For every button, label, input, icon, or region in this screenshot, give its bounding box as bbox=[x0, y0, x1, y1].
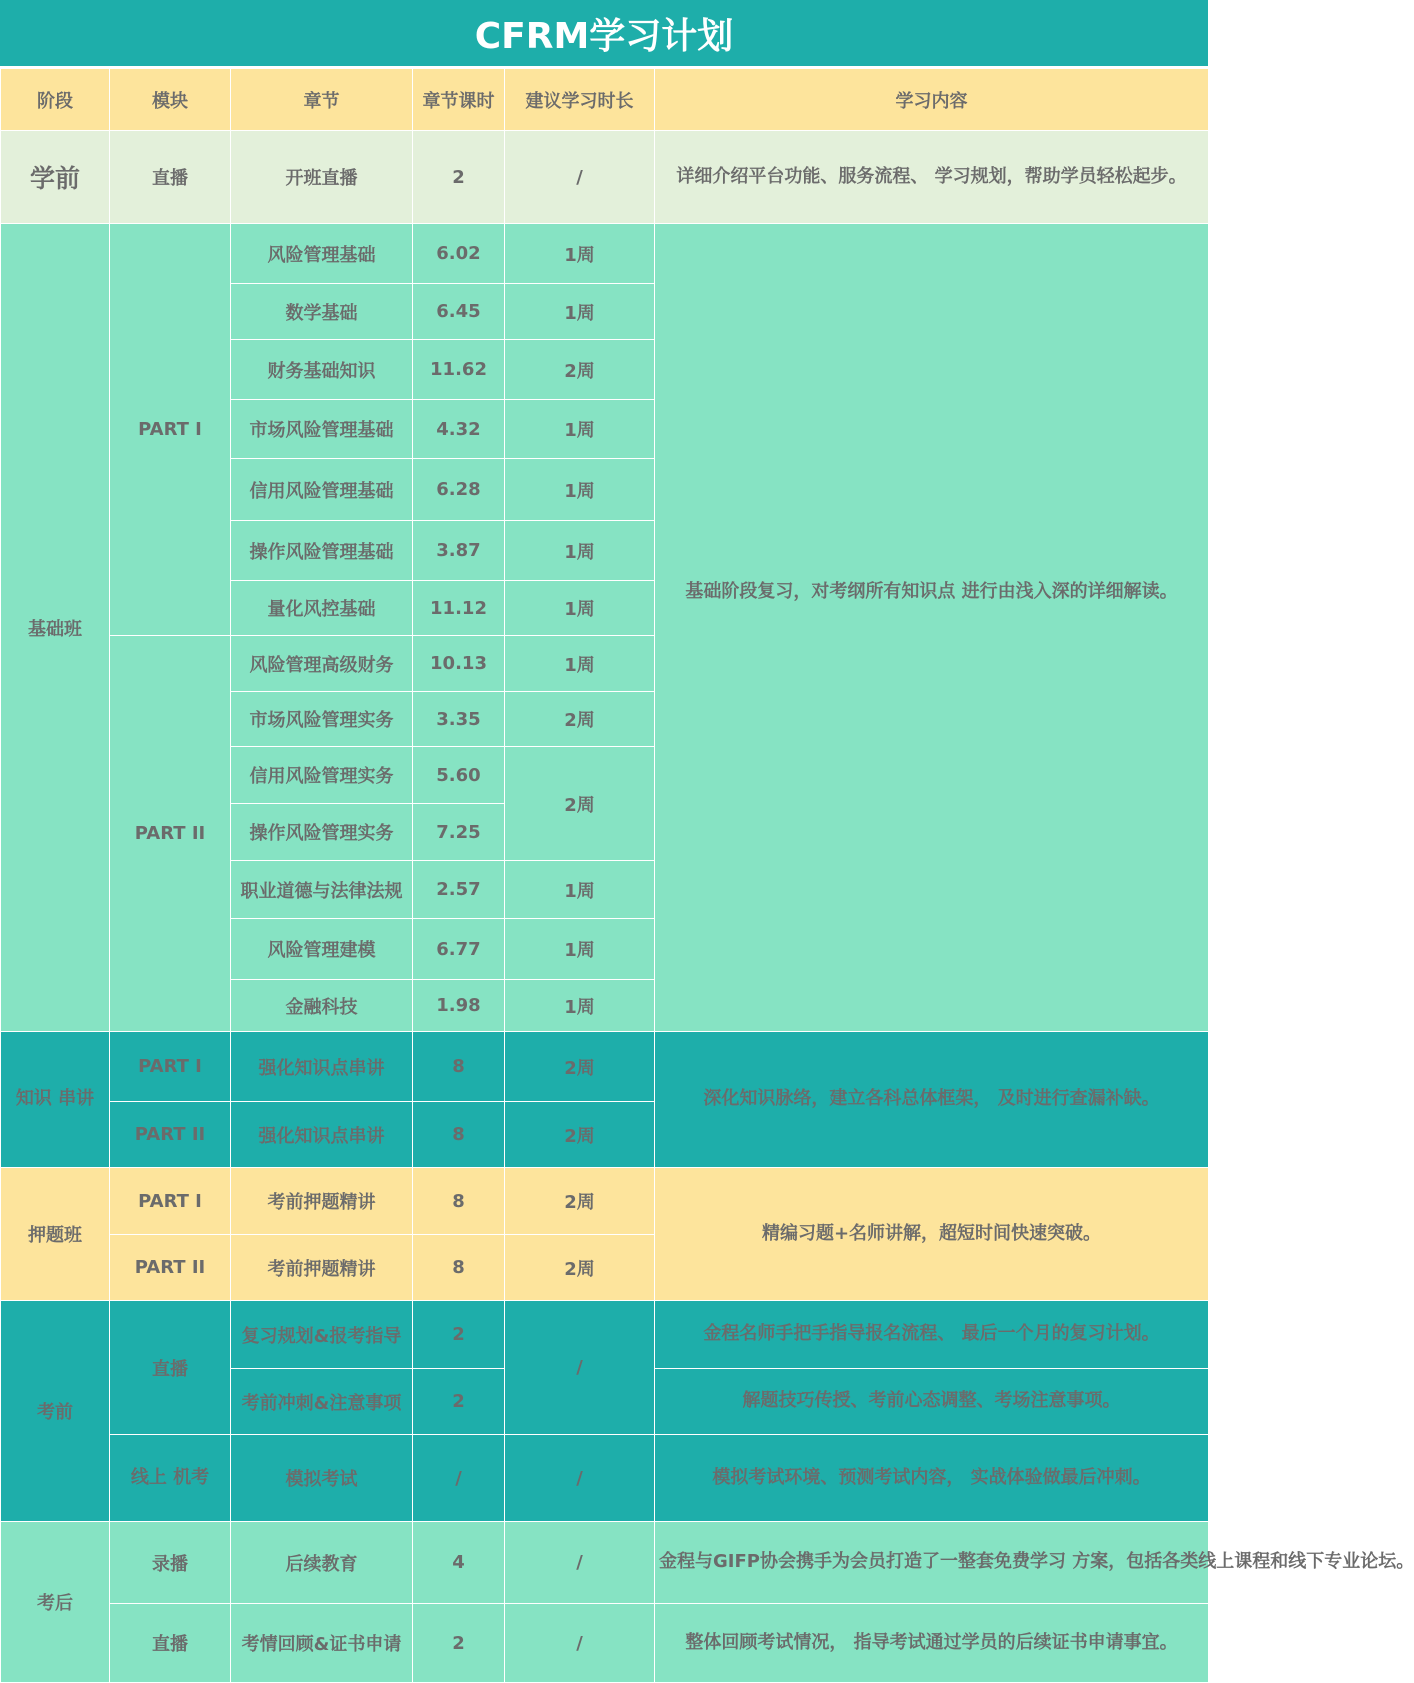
duration-cell: 2周 bbox=[505, 1102, 655, 1168]
module-cell: PART I bbox=[110, 1168, 231, 1235]
chapter-cell: 考情回顾&证书申请 bbox=[231, 1604, 413, 1683]
hours-cell: 3.35 bbox=[413, 692, 505, 747]
duration-cell: 1周 bbox=[505, 861, 655, 919]
duration-cell: / bbox=[505, 1301, 655, 1435]
page-title: CFRM学习计划 bbox=[0, 0, 1208, 68]
pre-study-row bbox=[1, 131, 1209, 224]
content-cell: 整体回顾考试情况， 指导考试通过学员的后续证书申请事宜。 bbox=[655, 1604, 1209, 1683]
header-row bbox=[1, 69, 1209, 131]
table-row bbox=[1, 1168, 1209, 1235]
hours-cell: 6.45 bbox=[413, 284, 505, 340]
hours-cell: 6.77 bbox=[413, 919, 505, 980]
content-cell: 解题技巧传授、考前心态调整、考场注意事项。 bbox=[655, 1369, 1209, 1435]
chapter-cell: 模拟考试 bbox=[231, 1435, 413, 1522]
duration-cell: 1周 bbox=[505, 980, 655, 1032]
module-cell: PART II bbox=[110, 636, 231, 1032]
table-row bbox=[1, 224, 1209, 284]
chapter-cell: 财务基础知识 bbox=[231, 340, 413, 400]
duration-cell: 2周 bbox=[505, 747, 655, 861]
header-hours: 章节课时 bbox=[413, 69, 505, 131]
hours-cell: 7.25 bbox=[413, 804, 505, 861]
hours-cell: 5.60 bbox=[413, 747, 505, 804]
stage-cell: 基础班 bbox=[1, 224, 110, 1032]
table-row bbox=[1, 1032, 1209, 1102]
hours-cell: 4 bbox=[413, 1522, 505, 1604]
duration-cell: 2周 bbox=[505, 1168, 655, 1235]
hours-cell: 3.87 bbox=[413, 521, 505, 581]
chapter-cell: 风险管理高级财务 bbox=[231, 636, 413, 692]
chapter-cell: 开班直播 bbox=[231, 131, 413, 224]
module-cell: 直播 bbox=[110, 1604, 231, 1683]
hours-cell: 2 bbox=[413, 131, 505, 224]
module-cell: 直播 bbox=[110, 131, 231, 224]
study-plan-table bbox=[0, 68, 1414, 1683]
content-cell: 精编习题+名师讲解，超短时间快速突破。 bbox=[655, 1168, 1209, 1301]
chapter-cell: 数学基础 bbox=[231, 284, 413, 340]
chapter-cell: 信用风险管理基础 bbox=[231, 459, 413, 521]
duration-cell: 1周 bbox=[505, 400, 655, 459]
content-cell: 深化知识脉络，建立各科总体框架， 及时进行查漏补缺。 bbox=[655, 1032, 1209, 1168]
hours-cell: 11.62 bbox=[413, 340, 505, 400]
table-row bbox=[1, 1435, 1209, 1522]
header-duration: 建议学习时长 bbox=[505, 69, 655, 131]
content-cell: 模拟考试环境、预测考试内容， 实战体验做最后冲刺。 bbox=[655, 1435, 1209, 1522]
header-module: 模块 bbox=[110, 69, 231, 131]
module-cell: PART II bbox=[110, 1102, 231, 1168]
chapter-cell: 强化知识点串讲 bbox=[231, 1102, 413, 1168]
chapter-cell: 信用风险管理实务 bbox=[231, 747, 413, 804]
hours-cell: 6.02 bbox=[413, 224, 505, 284]
header-content: 学习内容 bbox=[655, 69, 1209, 131]
hours-cell: 8 bbox=[413, 1032, 505, 1102]
chapter-cell: 后续教育 bbox=[231, 1522, 413, 1604]
chapter-cell: 复习规划&报考指导 bbox=[231, 1301, 413, 1369]
stage-cell: 押题班 bbox=[1, 1168, 110, 1301]
chapter-cell: 考前押题精讲 bbox=[231, 1168, 413, 1235]
hours-cell: 10.13 bbox=[413, 636, 505, 692]
duration-cell: 1周 bbox=[505, 919, 655, 980]
content-cell: 金程名师手把手指导报名流程、 最后一个月的复习计划。 bbox=[655, 1301, 1209, 1369]
chapter-cell: 风险管理建模 bbox=[231, 919, 413, 980]
duration-cell: 2周 bbox=[505, 1032, 655, 1102]
duration-cell: 2周 bbox=[505, 692, 655, 747]
duration-cell: / bbox=[505, 1435, 655, 1522]
content-cell: 详细介绍平台功能、服务流程、 学习规划，帮助学员轻松起步。 bbox=[655, 131, 1209, 224]
module-cell: PART I bbox=[110, 1032, 231, 1102]
chapter-cell: 市场风险管理实务 bbox=[231, 692, 413, 747]
header-chapter: 章节 bbox=[231, 69, 413, 131]
hours-cell: 2 bbox=[413, 1301, 505, 1369]
hours-cell: 2 bbox=[413, 1369, 505, 1435]
chapter-cell: 职业道德与法律法规 bbox=[231, 861, 413, 919]
module-cell: 线上 机考 bbox=[110, 1435, 231, 1522]
stage-cell: 考后 bbox=[1, 1522, 110, 1683]
duration-cell: / bbox=[505, 1604, 655, 1683]
duration-cell: 1周 bbox=[505, 521, 655, 581]
module-cell: 录播 bbox=[110, 1522, 231, 1604]
module-cell: 直播 bbox=[110, 1301, 231, 1435]
duration-cell: 1周 bbox=[505, 581, 655, 636]
duration-cell: 1周 bbox=[505, 636, 655, 692]
module-cell: PART II bbox=[110, 1235, 231, 1301]
chapter-cell: 操作风险管理基础 bbox=[231, 521, 413, 581]
duration-cell: 2周 bbox=[505, 340, 655, 400]
duration-cell: 1周 bbox=[505, 224, 655, 284]
hours-cell: 8 bbox=[413, 1168, 505, 1235]
module-cell: PART I bbox=[110, 224, 231, 636]
chapter-cell: 考前押题精讲 bbox=[231, 1235, 413, 1301]
chapter-cell: 风险管理基础 bbox=[231, 224, 413, 284]
duration-cell: 1周 bbox=[505, 459, 655, 521]
header-stage: 阶段 bbox=[1, 69, 110, 131]
hours-cell: 2 bbox=[413, 1604, 505, 1683]
chapter-cell: 操作风险管理实务 bbox=[231, 804, 413, 861]
hours-cell: 1.98 bbox=[413, 980, 505, 1032]
chapter-cell: 金融科技 bbox=[231, 980, 413, 1032]
chapter-cell: 考前冲刺&注意事项 bbox=[231, 1369, 413, 1435]
chapter-cell: 市场风险管理基础 bbox=[231, 400, 413, 459]
table-row bbox=[1, 1301, 1209, 1369]
duration-cell: / bbox=[505, 1522, 655, 1604]
stage-cell: 知识 串讲 bbox=[1, 1032, 110, 1168]
duration-cell: 1周 bbox=[505, 284, 655, 340]
hours-cell: 8 bbox=[413, 1235, 505, 1301]
chapter-cell: 强化知识点串讲 bbox=[231, 1032, 413, 1102]
stage-cell: 考前 bbox=[1, 1301, 110, 1522]
hours-cell: / bbox=[413, 1435, 505, 1522]
table-row bbox=[1, 1522, 1209, 1604]
chapter-cell: 量化风控基础 bbox=[231, 581, 413, 636]
stage-cell: 学前 bbox=[1, 131, 110, 224]
duration-cell: 2周 bbox=[505, 1235, 655, 1301]
hours-cell: 11.12 bbox=[413, 581, 505, 636]
hours-cell: 2.57 bbox=[413, 861, 505, 919]
hours-cell: 6.28 bbox=[413, 459, 505, 521]
content-cell: 基础阶段复习，对考纲所有知识点 进行由浅入深的详细解读。 bbox=[655, 224, 1209, 1032]
content-cell: 金程与GIFP协会携手为会员打造了一整套免费学习 方案，包括各类线上课程和线下专业论坛。 bbox=[655, 1522, 1209, 1604]
table-row bbox=[1, 1604, 1209, 1683]
hours-cell: 8 bbox=[413, 1102, 505, 1168]
duration-cell: / bbox=[505, 131, 655, 224]
hours-cell: 4.32 bbox=[413, 400, 505, 459]
